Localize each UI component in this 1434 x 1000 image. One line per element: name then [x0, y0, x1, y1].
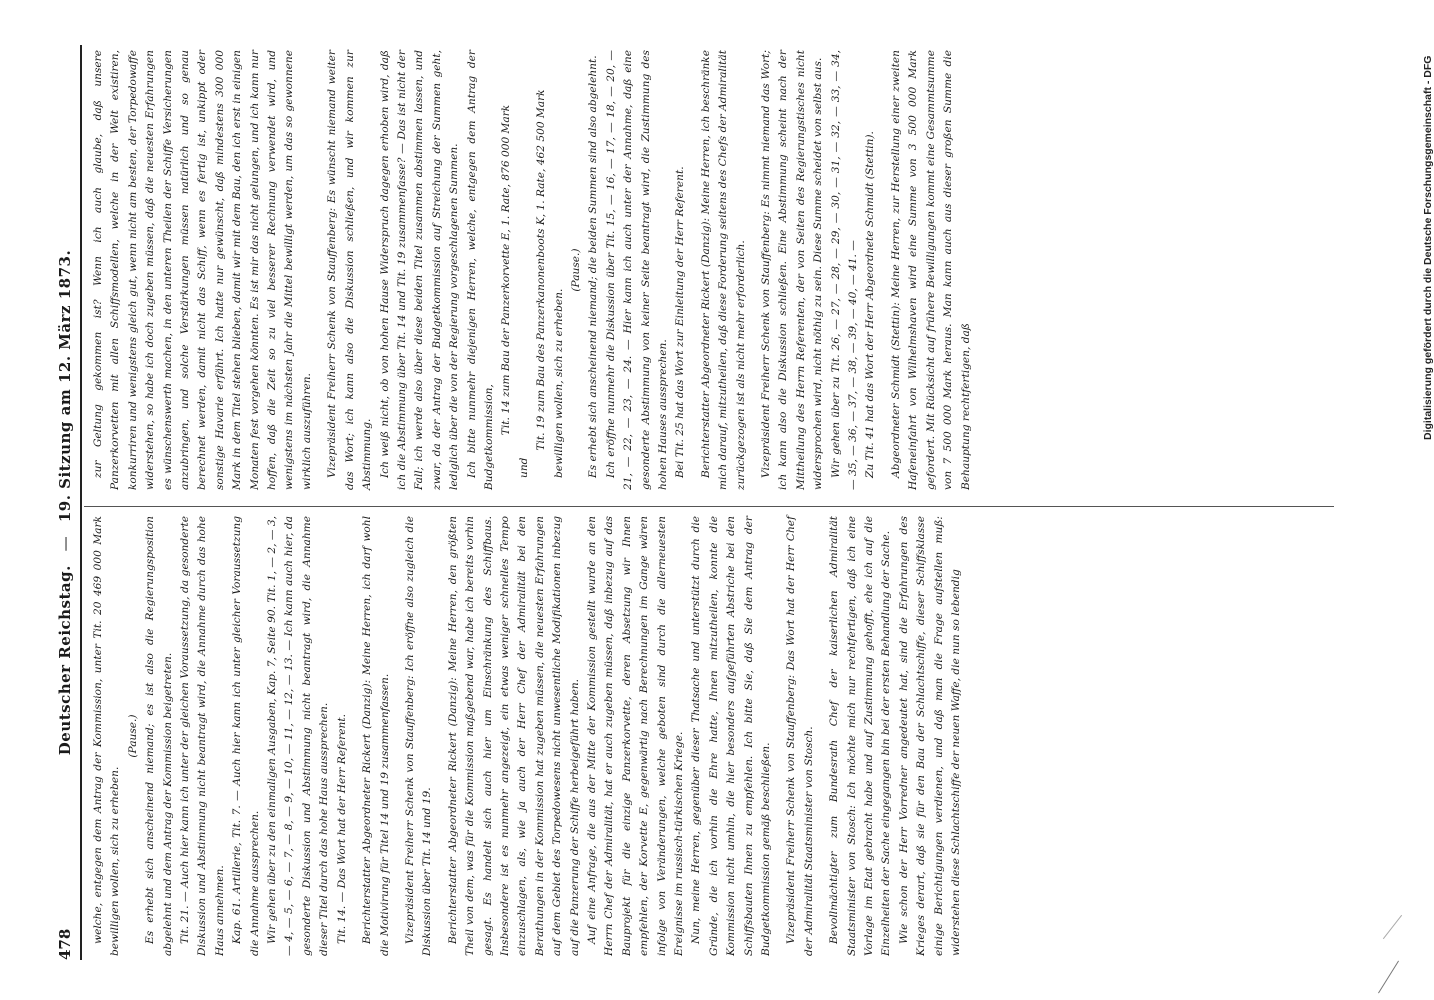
- paragraph: Zu Tit. 41 hat das Wort der Herr Abgeordnete Schmidt (Stettin).: [864, 131, 877, 478]
- paragraph: Abgeordneter Schmidt (Stettin): Meine Herren, zur Herstellung einer zweiten Hafeneinfahrt von Wilhelmshaven wird eine Summe von 3 500 000 Mark gefordert. Mit Rücksicht auf frühere Bewilligungen kommt eine Gesammtsumme von 7 500 000 Mark heraus. Man kann auch aus dieser großen Summe die Behauptung rechtfertigen, daß: [889, 50, 972, 490]
- paragraph: Ich bitte nunmehr diejenigen Herren, welche, entgegen dem Antrag der Budgetkommission,: [465, 50, 495, 490]
- dfg-watermark: [1408, 0, 1434, 1000]
- paragraph: Berichterstatter Abgeordneter Rickert (Danzig): Meine Herren, den größten Theil von dem, was für die Kommission maßgebend war, habe ich bereits vorhin gesagt. Es handelt sich auch hier um Einschränkung des Schiffbaus. Insbesondere ist es nunmehr angezeigt, ein etwas weniger schnelles Tempo einzuschlagen, als, wie ja auch der Herr Chef der Admiralität bei den Berathungen in der Kommission hat zugeben müssen, die neuesten Erfahrungen auf dem Gebiet des Torpedowesens nicht unwesentliche Modifikationen inbezug auf die Panzerung der Schiffe herbeigeführt haben.: [446, 516, 581, 956]
- paragraph: Nun, meine Herren, gegenüber dieser Thatsache und unterstützt durch die Gründe, die ich vorhin die Ehre hatte, Ihnen mitzutheilen, konnte die Kommission nicht umhin, die hier besonders aufgeführten Abstriche bei den Schiffsbauten Ihnen zu empfehlen. Ich bitte Sie, daß Sie dem Antrag der Budgetkommission gemäß beschließen.: [690, 516, 773, 956]
- paragraph: Wie schon der Herr Vorredner angedeutet hat, sind die Erfahrungen des Krieges derart, daß sie für den Bau der Schlachtschiffe, dieser Schiffsklasse einige Berichtigungen verdienen, und daß man die Frage aufstellen muß: widerstehen diese Schlachtschiffe der neuen Waffe, die nun so lebendig: [897, 516, 963, 956]
- session-title: 19. Sitzung am 12. März 1873.: [56, 249, 74, 523]
- paragraph: bewilligen wollen, sich zu erheben.: [552, 288, 565, 478]
- paragraph: Berichterstatter Abgeordneter Rickert (Danzig): Meine Herren, ich darf wohl die Motivirung für Titel 14 und 19 zusammenfassen.: [361, 516, 391, 956]
- paragraph: Berichterstatter Abgeordneter Rickert (Danzig): Meine Herren, ich beschränke mich darauf, mitzutheilen, daß diese Forderung seitens des Chefs der Admiralität zurückgezogen ist als nicht mehr erforderlich.: [699, 50, 747, 490]
- paragraph: Auf eine Anfrage, die aus der Mitte der Kommission gestellt wurde an den Herrn Chef der Admiralität, hat er auch zugeben müssen, daß inbezug auf das Bauprojekt für die einzige Panzerkorvette, deren Absetzung wir Ihnen empfehlen, der Korvette E, gegenwärtig nach Berechnungen im Gange wären infolge von Veränderungen, welche geboten sind durch die allerneuesten Ereignisse im russisch-türkischen Kriege.: [585, 516, 685, 956]
- paragraph: Vizepräsident Freiherr Schenk von Stauffenberg: Es nimmt niemand das Wort; ich kann also die Diskussion schließen. Eine Abstimmung scheint nach der Mittheilung des Herrn Referenten, der von Seiten des Regierungstisches nicht widersprochen wird, nicht nöthig zu sein. Diese Summe scheidet von selbst aus.: [760, 50, 825, 490]
- paragraph: und: [517, 457, 530, 478]
- left-column: [90, 516, 966, 956]
- header-rule: [80, 45, 82, 960]
- paragraph: Vizepräsident Freiherr Schenk von Stauffenberg: Es wünscht niemand weiter das Wort; ich kann also die Diskussion schließen, und wir kommen zur Abstimmung.: [326, 50, 374, 490]
- paragraph: Tit. 14. — Das Wort hat der Herr Referent.: [335, 714, 348, 944]
- journal-title: Deutscher Reichstag.: [56, 565, 74, 756]
- paragraph: Vizepräsident Freiherr Schenk von Stauffenberg: Ich eröffne also zugleich die Diskussion über Tit. 14 und 19.: [403, 516, 434, 956]
- paragraph: Ich eröffne nunmehr die Diskussion über Tit. 15, — 16, — 17, — 18, — 20, — 21, — 22, — 23, — 24. — Hier kann ich auch unter der Annahme, daß eine gesonderte Abstimmung von keiner Seite beantragt wird, die Zustimmung des hohen Hauses aussprechen.: [604, 50, 669, 490]
- paragraph: Vizepräsident Freiherr Schenk von Stauffenberg: Das Wort hat der Herr Chef der Admiralität Staatsminister von Stosch.: [785, 516, 815, 956]
- paragraph: zur Geltung gekommen ist? Wenn ich auch glaube, daß unsere Panzerkorvetten mit allen Schiffsmodellen, welche in der Welt existiren, konkurriren und wenigstens gleich gut, wenn nicht am besten, der Torpedowaffe widerstehen, so habe ich doch zugeben müssen, daß die neuesten Erfahrungen es wünschenswerth machen, in den unteren Theilen der Schiffe Versicherungen anzubringen, und solche Verstärkungen müssen natürlich und so genau berechnet werden, damit nicht das Schiff, wenn es fertig ist, unkippt oder sonstige Havarie erfährt. Ich hatte nur gewünscht, daß mindestens 300 000 Mark in dem Titel stehen blieben, damit wir mit dem Bau, den ich erst in einigen Monaten fest vorgehen könnten. Es ist mir das nicht gelungen, und ich kann nur hoffen, daß die Zeit so zu viel besserer Rechnung verwendet wird, und wenigstens im nächsten Jahr die Mittel bewilligt werden, um das so gewonnene wirklich auszuführen.: [92, 50, 313, 490]
- column-divider: [84, 506, 1334, 507]
- paragraph: Tit. 21. — Auch hier kann ich unter der gleichen Voraussetzung, da gesonderte Diskussion und Abstimmung nicht beantragt wird, die Annahme durch das hohe Haus annehmen.: [179, 516, 226, 956]
- paragraph: Es erhebt sich anscheinend niemand; es ist also die Regierungsposition abgelehnt und dem Antrag der Kommission beigetreten.: [144, 516, 174, 956]
- right-column: [90, 50, 975, 490]
- title-dash: —: [56, 535, 74, 552]
- paragraph: (Pause.): [126, 714, 139, 758]
- paragraph: Wir gehen über zu den einmaligen Ausgaben, Kap. 7, Seite 90. Tit. 1, — 2, — 3, — 4, — 5, — 6, — 7, — 8, — 9, — 10, — 11, — 12, — 13. — Ich kann auch hier, da gesonderte Diskussion und Abstimmung nicht beantragt wird, die Annahme dieser Titel durch das hohe Haus aussprechen.: [266, 516, 331, 956]
- paragraph: Tit. 19 zum Bau des Panzerkanonenboots K, 1. Rate, 462 500 Mark: [535, 89, 548, 451]
- paragraph: Es erhebt sich anscheinend niemand; die beiden Summen sind also abgelehnt.: [587, 55, 600, 478]
- dfg-watermark-text: Digitalisierung gefördert durch die Deutsche Forschungsgemeinschaft - DFG: [1422, 55, 1434, 440]
- paragraph: welche, entgegen dem Antrag der Kommission, unter Tit. 20 469 000 Mark bewilligen wollen, sich zu erheben.: [92, 516, 122, 956]
- paragraph: (Pause.): [569, 248, 582, 292]
- paragraph: Kap. 61. Artillerie, Tit. 7. — Auch hier kann ich unter gleicher Voraussetzung die Annahme aussprechen.: [231, 516, 261, 956]
- page-header: [52, 45, 80, 960]
- running-title: [56, 45, 74, 960]
- paragraph: Bei Tit. 25 hat das Wort zur Einleitung der Herr Referent.: [674, 166, 687, 478]
- paragraph: Tit. 14 zum Bau der Panzerkorvette E, 1. Rate, 876 000 Mark: [500, 104, 513, 436]
- paragraph: Wir gehen über zu Tit. 26, — 27, — 28, — 29, — 30, — 31, — 32, — 33, — 34, — 35, — 36, — 37, — 38, — 39, — 40, — 41. —: [829, 50, 860, 490]
- paragraph: Ich weiß nicht, ob von hohen Hause Widerspruch dagegen erhoben wird, daß ich die Abstimmung über Tit. 14 und Tit. 19 zusammenfasse? — Das ist nicht der Fall; ich werde also über diese beiden Titel zusammen abstimmen lassen, und zwar, da der Antrag der Budgetkommission auf Streichung der Summen geht, lediglich über die von der Regierung vorgeschlagenen Summen.: [378, 50, 461, 490]
- page-number: 478: [56, 928, 74, 960]
- paragraph: Bevollmächtigter zum Bundesrath Chef der kaiserlichen Admiralität Staatsminister von Stosch: Ich möchte mich nur rechtfertigen, daß ich eine Vorlage im Etat gebracht habe und auf Zustimmung gehofft, ehe ich auf die Einzelheiten der Sache eingegangen bin bei der ersten Behandlung der Sache.: [828, 516, 893, 956]
